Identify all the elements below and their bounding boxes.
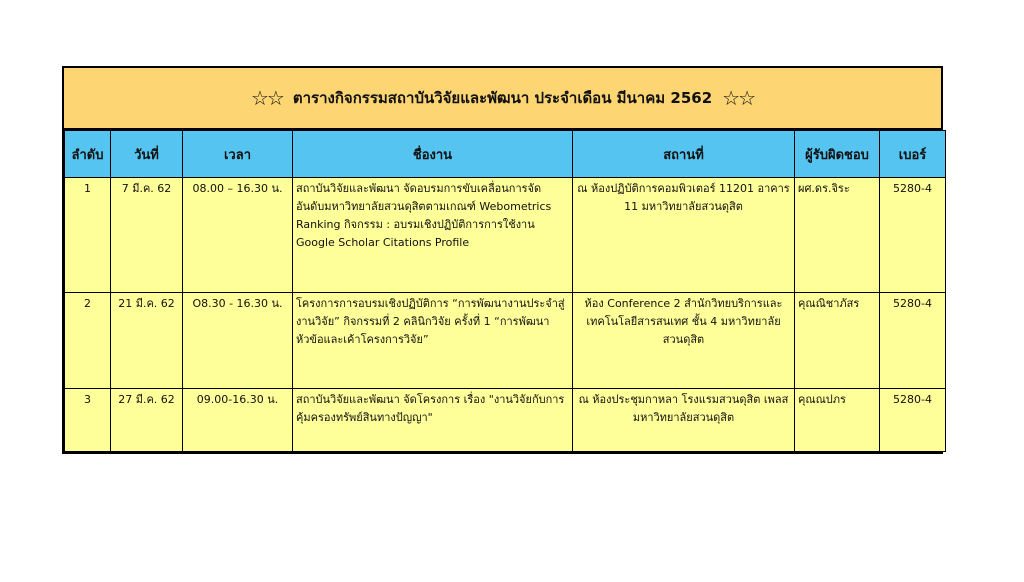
cell-time: 08.00 – 16.30 น. [183, 178, 293, 293]
cell-no: 3 [65, 389, 111, 452]
col-header-phone: เบอร์ [880, 131, 946, 178]
schedule-table-frame [62, 128, 943, 454]
cell-name: สถาบันวิจัยและพัฒนา จัดโครงการ เรื่อง "งานวิจัยกับการคุ้มครองทรัพย์สินทางปัญญา" [293, 389, 573, 452]
cell-phone: 5280-4 [880, 293, 946, 389]
cell-phone: 5280-4 [880, 178, 946, 293]
cell-name: สถาบันวิจัยและพัฒนา จัดอบรมการขับเคลื่อนการจัดอันดับมหาวิทยาลัยสวนดุสิตตามเกณฑ์ Webometrics Ranking กิจกรรม : อบรมเชิงปฏิบัติการการใช้งาน Google Scholar Citations Profile [293, 178, 573, 293]
cell-owner: คุณณปภร [795, 389, 880, 452]
cell-no: 1 [65, 178, 111, 293]
star-icon-right: ☆☆ [722, 86, 754, 110]
schedule-table [64, 130, 946, 452]
title-banner [62, 66, 943, 128]
page-title [251, 86, 754, 110]
cell-place: ณ ห้องประชุมกาหลา โรงแรมสวนดุสิต เพลส มหาวิทยาลัยสวนดุสิต [573, 389, 795, 452]
col-header-time: เวลา [183, 131, 293, 178]
cell-date: 27 มี.ค. 62 [111, 389, 183, 452]
table-row [65, 178, 946, 293]
cell-date: 7 มี.ค. 62 [111, 178, 183, 293]
col-header-place: สถานที่ [573, 131, 795, 178]
cell-phone: 5280-4 [880, 389, 946, 452]
activity-schedule-document [62, 66, 943, 454]
cell-date: 21 มี.ค. 62 [111, 293, 183, 389]
header-row [65, 131, 946, 178]
cell-name: โครงการการอบรมเชิงปฏิบัติการ “การพัฒนางานประจำสู่งานวิจัย” กิจกรรมที่ 2 คลินิกวิจัย ครั้งที่ 1 “การพัฒนาหัวข้อและเค้าโครงการวิจัย” [293, 293, 573, 389]
cell-no: 2 [65, 293, 111, 389]
table-row [65, 293, 946, 389]
cell-owner: ผศ.ดร.จิระ [795, 178, 880, 293]
col-header-no: ลำดับ [65, 131, 111, 178]
cell-time: O8.30 - 16.30 น. [183, 293, 293, 389]
title-text: ตารางกิจกรรมสถาบันวิจัยและพัฒนา ประจำเดือน มีนาคม 2562 [292, 89, 713, 107]
cell-place: ณ ห้องปฏิบัติการคอมพิวเตอร์ 11201 อาคาร 11 มหาวิทยาลัยสวนดุสิต [573, 178, 795, 293]
cell-time: 09.00-16.30 น. [183, 389, 293, 452]
col-header-name: ชื่องาน [293, 131, 573, 178]
col-header-owner: ผู้รับผิดชอบ [795, 131, 880, 178]
cell-owner: คุณณิชาภัสร [795, 293, 880, 389]
col-header-date: วันที่ [111, 131, 183, 178]
table-row [65, 389, 946, 452]
star-icon-left: ☆☆ [251, 86, 283, 110]
cell-place: ห้อง Conference 2 สำนักวิทยบริการและเทคโนโลยีสารสนเทศ ชั้น 4 มหาวิทยาลัยสวนดุสิต [573, 293, 795, 389]
